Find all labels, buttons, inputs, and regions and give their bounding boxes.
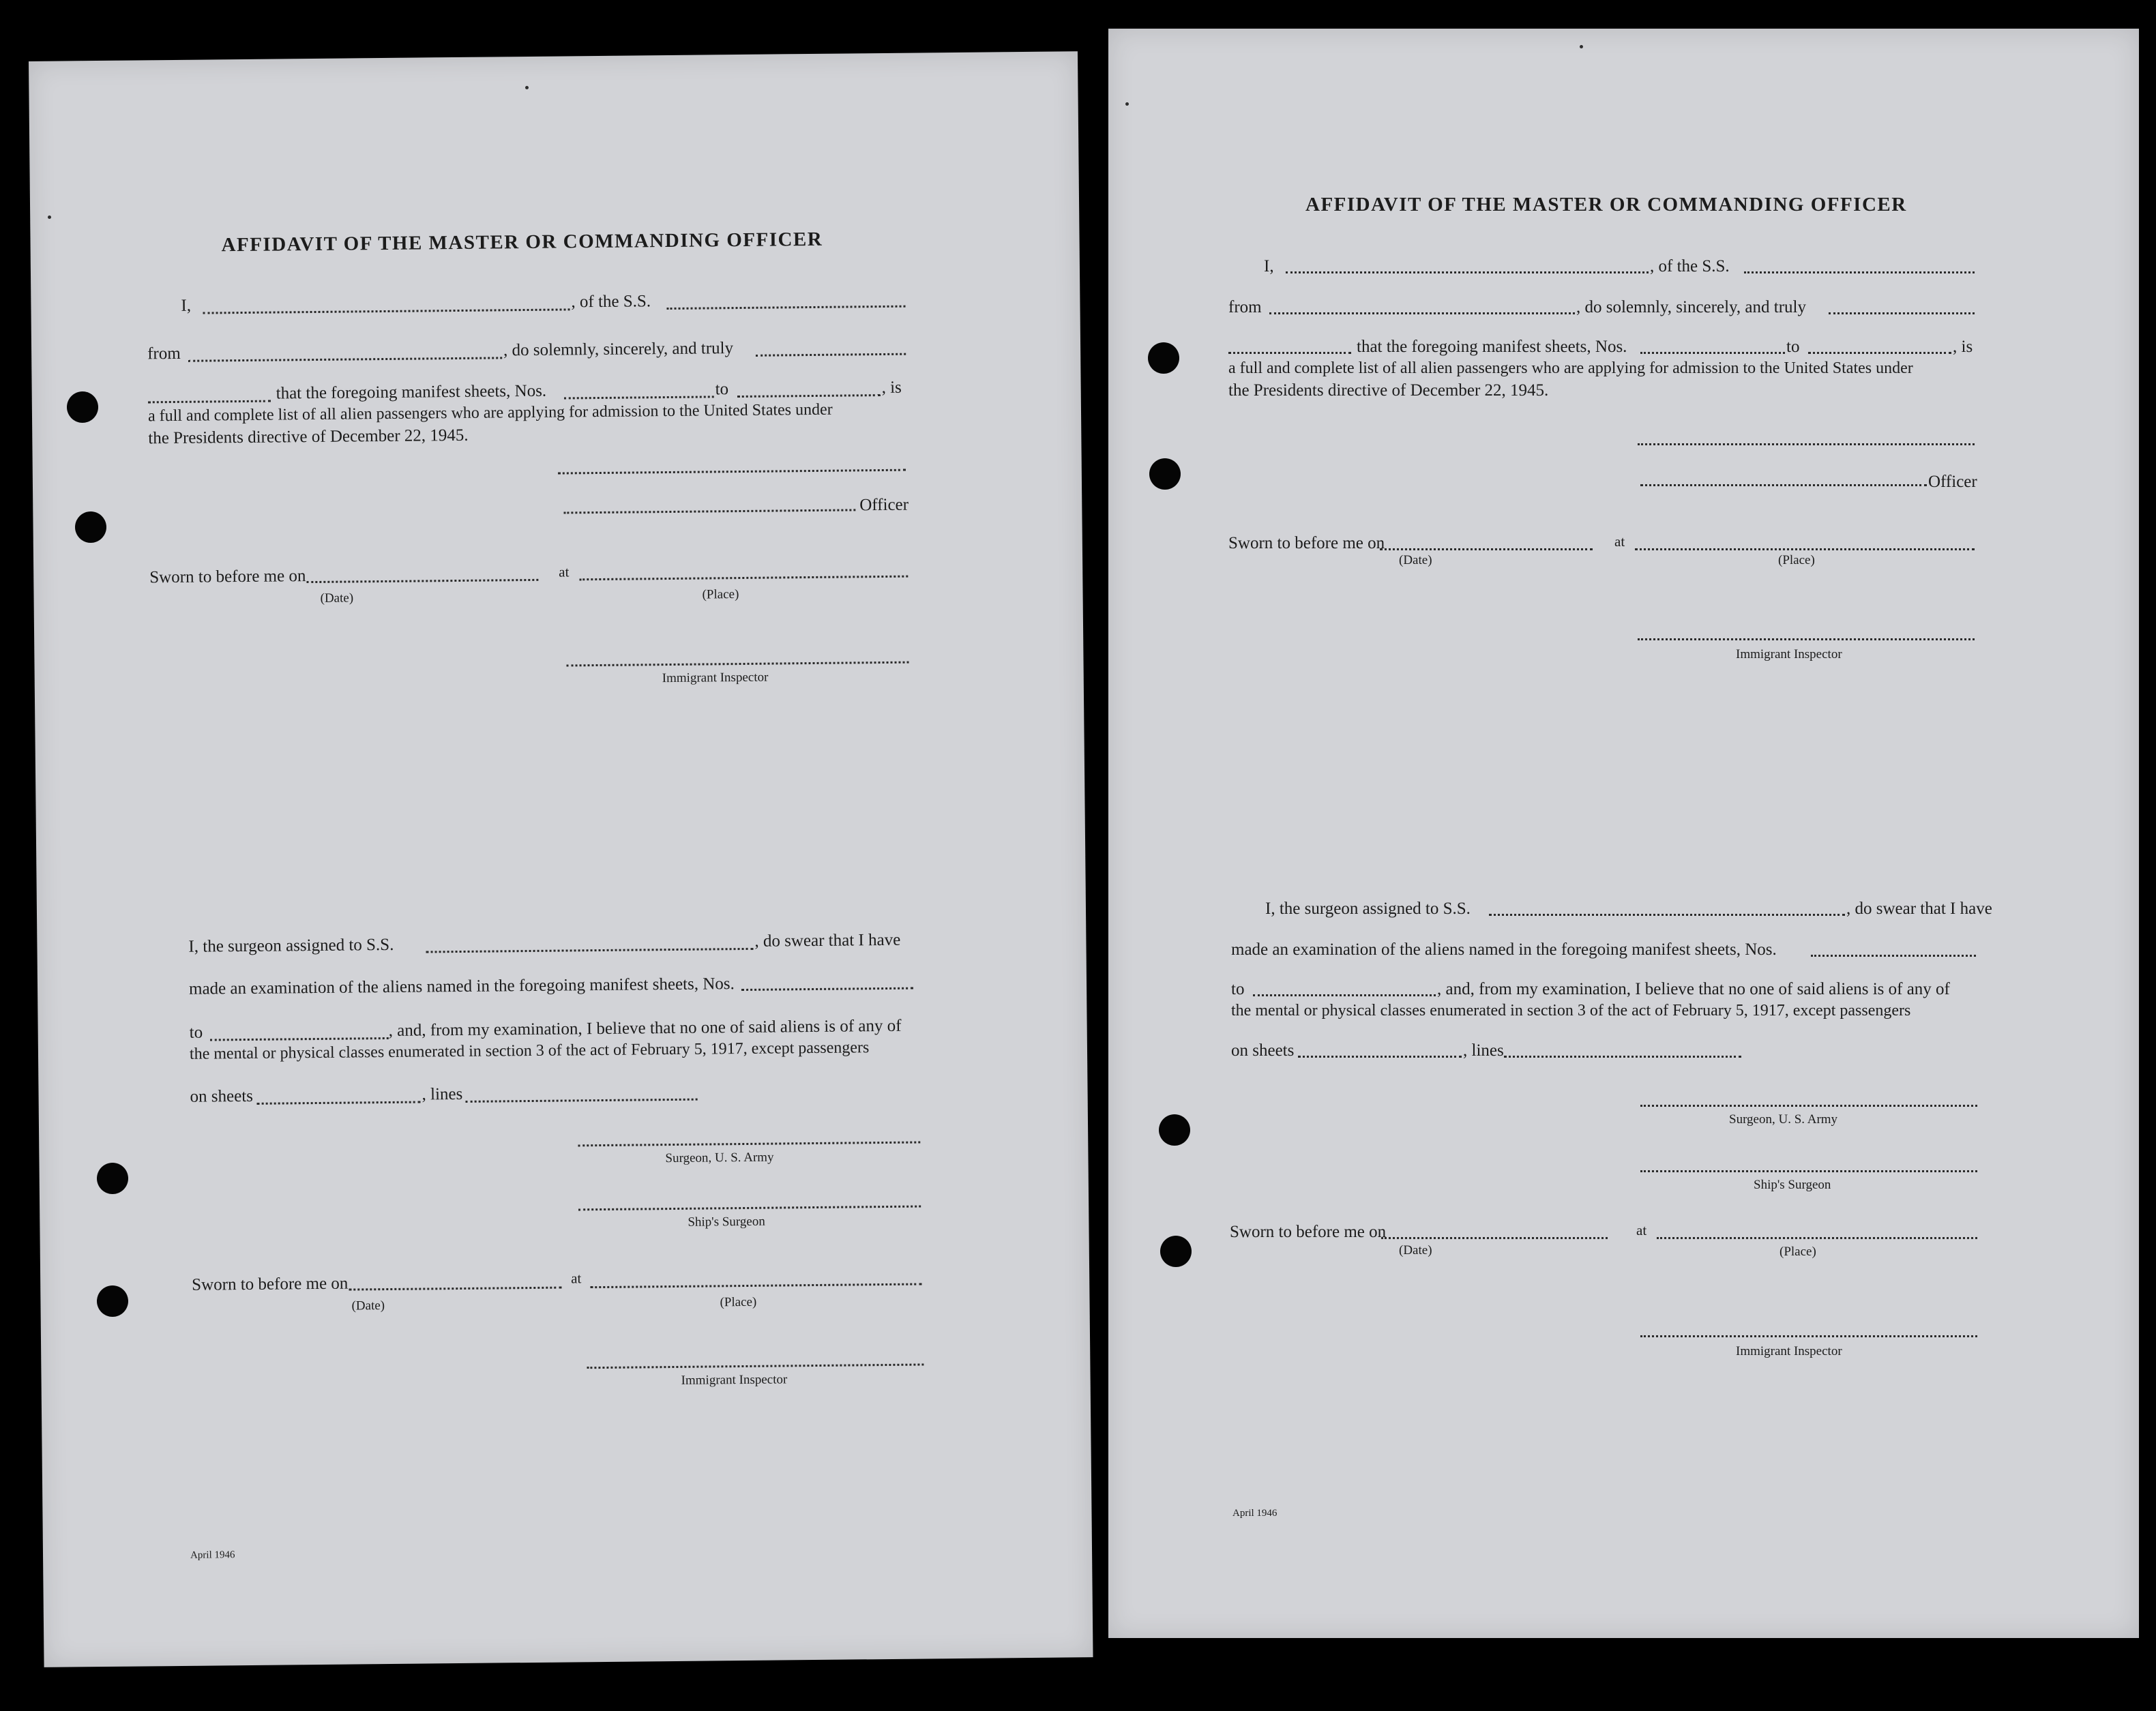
- surgeon-sworn-date-field[interactable]: [1381, 1237, 1608, 1239]
- ship-name-field[interactable]: [667, 306, 906, 310]
- scan-speck-icon: [1580, 45, 1583, 48]
- sworn-place-field[interactable]: [1635, 548, 1975, 550]
- sheets-from-field[interactable]: [564, 396, 714, 399]
- surgeon-inspector-caption: Immigrant Inspector: [1736, 1344, 1842, 1358]
- examination-text: made an examination of the aliens named in the foregoing manifest sheets, Nos.: [188, 974, 735, 998]
- foregoing-label: that the foregoing manifest sheets, Nos.: [1357, 338, 1627, 356]
- inspector-caption: Immigrant Inspector: [1736, 647, 1842, 661]
- ships-surgeon-caption: Ship's Surgeon: [688, 1214, 765, 1230]
- surgeon-to-field[interactable]: [1253, 994, 1436, 996]
- i-label: I,: [181, 296, 192, 315]
- examination-text: made an examination of the aliens named in the foregoing manifest sheets, Nos.: [1231, 940, 1777, 959]
- sheets-from-field[interactable]: [1640, 352, 1785, 354]
- lines-field[interactable]: [466, 1099, 698, 1103]
- sworn-place-field[interactable]: [579, 576, 908, 581]
- place-caption: (Place): [702, 587, 739, 602]
- ship-name-field[interactable]: [1744, 271, 1975, 273]
- master-name-field[interactable]: [203, 308, 570, 314]
- sheets-to-field[interactable]: [737, 394, 881, 398]
- binder-hole-icon: [67, 391, 98, 423]
- date-caption: (Date): [320, 591, 354, 606]
- surgeon-sheets-field[interactable]: [741, 987, 913, 991]
- oath-continuation-field[interactable]: [148, 400, 271, 404]
- surgeon-ship-field[interactable]: [426, 948, 754, 953]
- full-list-text: a full and complete list of all alien passengers who are applying for admission to the United States under: [1228, 359, 1913, 377]
- surgeon-ship-field[interactable]: [1489, 914, 1845, 916]
- scan-speck-icon: [48, 215, 51, 219]
- of-the-ss-label: , of the S.S.: [1650, 257, 1730, 276]
- footer-date: April 1946: [1232, 1508, 1278, 1519]
- solemnly-label: , do solemnly, sincerely, and truly: [1576, 298, 1806, 316]
- i-label: I,: [1264, 257, 1274, 276]
- scan-speck-icon: [1125, 102, 1129, 106]
- believe-text: , and, from my examination, I believe that no one of said aliens is of any of: [388, 1016, 902, 1040]
- surgeon-inspector-signature-line[interactable]: [587, 1363, 924, 1369]
- at-label: at: [559, 563, 570, 580]
- date-caption: (Date): [1399, 553, 1432, 567]
- binder-hole-icon: [97, 1285, 128, 1317]
- place-caption: (Place): [1778, 553, 1815, 567]
- surgeon-to-label: to: [1231, 980, 1245, 998]
- directive-text: the Presidents directive of December 22, 1945.: [1228, 381, 1549, 400]
- surgeon-sheets-field[interactable]: [1811, 955, 1976, 957]
- surgeon-sworn-label: Sworn to before me on: [1230, 1223, 1387, 1241]
- oath-field[interactable]: [1829, 312, 1975, 314]
- sworn-label: Sworn to before me on: [1228, 534, 1385, 552]
- from-label: from: [147, 344, 181, 363]
- swear-label: , do swear that I have: [754, 930, 901, 951]
- surgeon-date-caption: (Date): [1399, 1243, 1432, 1258]
- of-the-ss-label: , of the S.S.: [571, 292, 651, 312]
- officer-signature-line[interactable]: [1638, 443, 1975, 445]
- affidavit-title: AFFIDAVIT OF THE MASTER OR COMMANDING OFFICER: [1305, 194, 1907, 215]
- binder-hole-icon: [1149, 458, 1181, 490]
- at-label: at: [1614, 533, 1625, 550]
- right-form-page: [1108, 29, 2139, 1638]
- footer-date: April 1946: [190, 1549, 235, 1561]
- surgeon-at-label: at: [571, 1270, 582, 1287]
- on-sheets-label: on sheets: [190, 1086, 254, 1106]
- sworn-date-field[interactable]: [1380, 548, 1593, 550]
- believe-text: , and, from my examination, I believe that no one of said aliens is of any of: [1437, 980, 1950, 998]
- officer-title-line[interactable]: [1640, 484, 1927, 486]
- is-label: , is: [1953, 338, 1973, 356]
- surgeon-sworn-date-field[interactable]: [349, 1287, 561, 1291]
- on-sheets-label: on sheets: [1231, 1041, 1295, 1060]
- army-surgeon-signature-line[interactable]: [578, 1142, 920, 1147]
- surgeon-to-label: to: [189, 1023, 203, 1042]
- inspector-caption: Immigrant Inspector: [662, 670, 769, 686]
- solemnly-label: , do solemnly, sincerely, and truly: [503, 339, 734, 360]
- binder-hole-icon: [1148, 342, 1179, 374]
- surgeon-to-field[interactable]: [210, 1037, 389, 1041]
- mental-text: the mental or physical classes enumerated in section 3 of the act of February 5, 1917, except passengers: [189, 1039, 870, 1063]
- to-label: to: [1786, 338, 1800, 356]
- master-name-field[interactable]: [1286, 271, 1649, 273]
- ships-surgeon-signature-line[interactable]: [578, 1206, 921, 1211]
- surgeon-at-label: at: [1636, 1222, 1647, 1238]
- lines-label: , lines: [1463, 1041, 1504, 1060]
- oath-field[interactable]: [756, 353, 906, 357]
- officer-label: Officer: [859, 495, 909, 515]
- scan-speck-icon: [525, 86, 529, 89]
- sworn-date-field[interactable]: [306, 579, 538, 583]
- swear-label: , do swear that I have: [1846, 899, 1992, 918]
- from-port-field[interactable]: [1269, 312, 1575, 314]
- on-sheets-field[interactable]: [1298, 1056, 1462, 1058]
- is-label: , is: [881, 378, 902, 398]
- binder-hole-icon: [97, 1163, 128, 1194]
- surgeon-date-caption: (Date): [351, 1298, 385, 1313]
- sworn-label: Sworn to before me on: [149, 567, 306, 587]
- full-list-text: a full and complete list of all alien passengers who are applying for admission to the United States under: [147, 400, 833, 426]
- lines-field[interactable]: [1504, 1056, 1741, 1058]
- army-surgeon-caption: Surgeon, U. S. Army: [665, 1150, 774, 1166]
- surgeon-inspector-caption: Immigrant Inspector: [681, 1372, 788, 1388]
- binder-hole-icon: [1160, 1236, 1192, 1267]
- from-label: from: [1228, 298, 1262, 316]
- oath-continuation-field[interactable]: [1228, 352, 1351, 354]
- foregoing-label: that the foregoing manifest sheets, Nos.: [276, 381, 547, 403]
- surgeon-sworn-place-field[interactable]: [590, 1283, 921, 1289]
- inspector-signature-line[interactable]: [1638, 638, 1975, 640]
- from-port-field[interactable]: [188, 357, 502, 361]
- surgeon-assigned-label: I, the surgeon assigned to S.S.: [1265, 899, 1471, 918]
- surgeon-assigned-label: I, the surgeon assigned to S.S.: [188, 935, 394, 956]
- ships-surgeon-caption: Ship's Surgeon: [1754, 1178, 1831, 1192]
- to-label: to: [715, 380, 729, 399]
- surgeon-inspector-signature-line[interactable]: [1640, 1335, 1977, 1337]
- on-sheets-field[interactable]: [257, 1101, 421, 1105]
- mental-text: the mental or physical classes enumerated in section 3 of the act of February 5, 1917, except passengers: [1231, 1002, 1911, 1020]
- inspector-signature-line[interactable]: [567, 661, 909, 667]
- affidavit-title: AFFIDAVIT OF THE MASTER OR COMMANDING OFFICER: [221, 228, 823, 256]
- sheets-to-field[interactable]: [1808, 352, 1951, 354]
- left-form-page: [29, 51, 1093, 1667]
- directive-text: the Presidents directive of December 22, 1945.: [148, 426, 469, 448]
- binder-hole-icon: [75, 511, 106, 543]
- army-surgeon-signature-line[interactable]: [1640, 1105, 1977, 1107]
- surgeon-place-caption: (Place): [720, 1294, 757, 1310]
- surgeon-sworn-label: Sworn to before me on: [192, 1274, 349, 1294]
- officer-signature-line[interactable]: [558, 469, 906, 475]
- surgeon-sworn-place-field[interactable]: [1657, 1237, 1977, 1239]
- surgeon-place-caption: (Place): [1780, 1245, 1816, 1259]
- officer-label: Officer: [1928, 473, 1977, 491]
- binder-hole-icon: [1159, 1114, 1190, 1146]
- ships-surgeon-signature-line[interactable]: [1640, 1170, 1977, 1172]
- army-surgeon-caption: Surgeon, U. S. Army: [1729, 1112, 1838, 1127]
- officer-title-line[interactable]: [563, 509, 855, 514]
- lines-label: , lines: [422, 1084, 463, 1104]
